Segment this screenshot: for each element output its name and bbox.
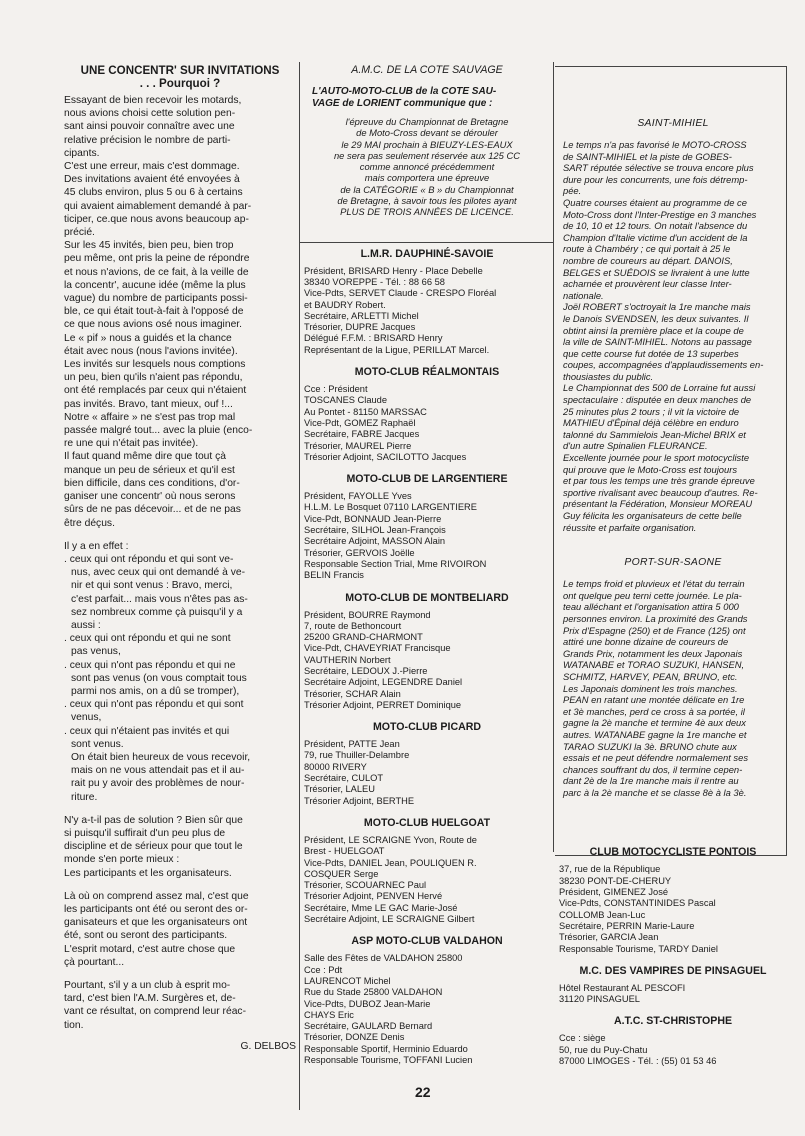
text-line: passée malgré tout... avec la pluie (enco- <box>64 425 253 437</box>
text-line: rait pu y avoir des problèmes de nour- <box>71 778 245 790</box>
port-sur-saone-body <box>559 578 787 798</box>
club-name: MOTO-CLUB DE LARGENTIERE <box>346 473 508 486</box>
club-detail-line: Trésorier Adjoint, BERTHE <box>304 795 415 806</box>
text-line: Sur les 45 invités, bien peu, bien trop <box>64 240 234 252</box>
report-line: que cette course fut dotée de 13 superbes <box>563 347 739 359</box>
club-name: MOTO-CLUB DE MONTBELIARD <box>345 591 509 604</box>
clubs-column <box>304 64 550 1066</box>
club-detail-line: Responsable Sportif, Herminio Eduardo <box>304 1043 468 1054</box>
text-line: mais on ne vous attendait pas et il au- <box>71 765 245 777</box>
text-line: discipline et de sérieux pour que tout le <box>64 841 243 853</box>
club-entry <box>559 965 787 1006</box>
text-line: vague) du nombre de participants possi- <box>64 293 248 305</box>
club-detail-line: 87000 LIMOGES - Tél. : (55) 01 53 46 <box>559 1056 717 1067</box>
club-detail-line: Secrétaire, CULOT <box>304 773 384 784</box>
report-line: réussite et parfaite organisation. <box>563 521 697 533</box>
club-detail-line: Secrétaire, GAULARD Bernard <box>304 1021 433 1032</box>
club-detail-line: Trésorier, MAUREL Pierre <box>304 440 412 451</box>
club-entry <box>559 1015 787 1067</box>
text-line: Les participants et les organisateurs. <box>64 867 232 879</box>
club-detail-line: Secrétaire, LEDOUX J.-Pierre <box>304 665 428 676</box>
club-detail-line: Responsable Tourisme, TARDY Daniel <box>559 943 718 954</box>
text-line: cipants. <box>64 147 100 159</box>
club-detail-line: COLLOMB Jean-Luc <box>559 909 646 920</box>
club-detail-line: Représentant de la Ligue, PERILLAT Marcel. <box>304 344 490 355</box>
text-line: L'esprit motard, c'est autre chose que <box>64 943 236 955</box>
club-detail-line: Cce : Président <box>304 384 368 395</box>
text-line: . ceux qui n'étaient pas invités et qui <box>64 725 230 737</box>
amc-body-line: l'épreuve du Championnat de Bretagne <box>345 116 509 127</box>
report-line: ont quelque peu terni cette journée. Le pla- <box>563 589 742 601</box>
report-line: Le Championnat des 500 de Lorraine fut aussi <box>563 382 756 394</box>
text-line: peu même, ont pris la peine de répondre <box>64 253 250 265</box>
report-line: de SAINT-MIHIEL et la piste de GOBES- <box>563 150 732 162</box>
report-line: PEAN en ratant une montée délicate en 1re <box>563 694 745 706</box>
report-line: gagne la 2è manche et termine 4è aux deux <box>563 717 746 729</box>
amc-body-line: de Bretagne, à savoir tous les pilotes ayant <box>337 195 517 207</box>
amc-intro-line: VAGE de LORIENT communique que : <box>312 98 493 109</box>
text-line: C'est une erreur, mais c'est dommage. <box>64 161 240 173</box>
report-line: Prix d'Espagne (250) et de France (125) ont <box>563 624 746 636</box>
club-detail-line: Au Pontet - 81150 MARSSAC <box>304 406 427 417</box>
report-line: et 3è manches, perd ce cross à sa portée, il <box>563 705 745 717</box>
paragraph-1 <box>64 94 296 530</box>
club-detail-line: 38340 VOREPPE - Tél. : 88 66 58 <box>304 276 445 287</box>
club-detail-line: VAUTHERIN Norbert <box>304 654 391 665</box>
amc-title: A.M.C. DE LA COTE SAUVAGE <box>351 64 503 76</box>
club-detail-line: Rue du Stade 25800 VALDAHON <box>304 987 443 998</box>
club-name: MOTO-CLUB RÉALMONTAIS <box>354 366 500 379</box>
saint-mihiel-body <box>559 139 787 533</box>
text-line: manque un peu de sérieux et qu'il est <box>64 464 235 476</box>
text-line: qui avaient aimablement demandé à par- <box>64 200 252 212</box>
report-line: BELGES et SUÉDOIS se livraient à une lutte <box>563 266 750 278</box>
text-line: sez nombreux comme çà puisqu'il y a <box>71 606 243 618</box>
club-detail-line: H.L.M. Le Bosquet 07110 LARGENTIERE <box>304 502 477 513</box>
club-detail-line: 50, rue du Puy-Chatu <box>559 1044 648 1055</box>
club-detail-line: 25200 GRAND-CHARMONT <box>304 632 423 643</box>
article-title: UNE CONCENTR' SUR INVITATIONS <box>80 64 280 77</box>
report-line: dant 2è de la 1re manche mais il rentre au <box>563 775 739 787</box>
report-line: le Danois SVENDSEN, les deux suivantes. Il <box>563 312 749 324</box>
club-entry <box>304 817 550 925</box>
text-line: Le « pif » nous a guidés et la chance <box>64 332 232 344</box>
text-line: nir et qui sont venus : Bravo, merci, <box>71 580 233 592</box>
text-line: Pourtant, s'il y a un club à esprit mo- <box>64 980 231 991</box>
report-line: talonné du Sammielois Jean-Michel BRIX et <box>563 428 746 440</box>
club-detail-line: Hôtel Restaurant AL PESCOFI <box>559 982 686 993</box>
amc-body-line: le 29 MAI prochain à BIEUZY-LES-EAUX <box>341 138 513 150</box>
text-line: monde s'en porte mieux : <box>64 854 180 866</box>
club-detail-line: 38230 PONT-DE-CHERUY <box>559 875 672 886</box>
editorial-column <box>64 64 296 1053</box>
club-detail-line: Cce : siège <box>559 1033 606 1044</box>
report-line: et par tous les temps une très grande épreuve <box>563 475 755 487</box>
column-divider-1 <box>299 62 300 1110</box>
club-detail-line: Cce : Pdt <box>304 964 343 975</box>
club-detail-line: BELIN Francis <box>304 570 364 581</box>
club-detail-line: COSQUER Serge <box>304 868 379 879</box>
report-line: Guy félicita les organisateurs de cette belle <box>563 510 742 521</box>
text-line: les participants ont été ou seront des or- <box>64 903 248 915</box>
text-line: N'y a-t-il pas de solution ? Bien sûr que <box>64 814 243 826</box>
club-detail-line: Vice-Pdts, DANIEL Jean, POULIQUEN R. <box>304 857 477 868</box>
club-detail-line: et BAUDRY Robert. <box>304 299 386 310</box>
amc-body-line: mais comportera une épreuve <box>364 172 490 184</box>
text-line: et nous n'avions, de ce fait, à la veille de <box>64 266 249 278</box>
text-line: pas invités. Bravo, tant mieux, ouf !... <box>64 398 233 410</box>
text-line: été, sont ou seront des participants. <box>64 930 228 942</box>
saint-mihiel-title: SAINT-MIHIEL <box>637 118 709 129</box>
report-line: WATANABE et TORAO SUZUKI, HANSEN, <box>563 659 745 671</box>
signature: G. DELBOS <box>240 1040 296 1052</box>
club-detail-line: Secrétaire Adjoint, MASSON Alain <box>304 536 446 547</box>
club-detail-line: Secrétaire, Mme LE GAC Marie-José <box>304 902 458 913</box>
club-detail-line: Secrétaire Adjoint, LE SCRAIGNE Gilbert <box>304 914 475 925</box>
club-name: MOTO-CLUB HUELGOAT <box>363 816 491 829</box>
club-entry <box>304 721 550 807</box>
club-detail-line: Président, BRISARD Henry - Place Debelle <box>304 265 483 276</box>
amc-body-line: de Moto-Cross devant se dérouler <box>356 127 498 139</box>
report-line: sportive rivalisant avec beaucoup d'autres. Re- <box>563 486 758 498</box>
port-sur-saone-title: PORT-SUR-SAONE <box>624 557 722 569</box>
report-line: Champion d'Italie victime d'un accident de la <box>563 231 748 243</box>
text-line: était avec nous (nous l'avions invitée). <box>64 345 238 357</box>
club-detail-line: Responsable Section Trial, Mme RIVOIRON <box>304 558 487 569</box>
report-line: dure pour les concurrents, une fois détremp- <box>563 173 748 185</box>
report-line: Moto-Cross dont l'Inter-Prestige en 3 manches <box>563 208 757 220</box>
text-line: être déçus. <box>64 517 115 529</box>
report-line: chances souffrant du dos, il termine cepen- <box>563 763 743 775</box>
club-detail-line: Délégué F.F.M. : BRISARD Henry <box>304 333 443 344</box>
text-line: . ceux qui ont répondu et qui ne sont <box>64 633 231 645</box>
text-line: bien difficile, dans ces conditions, d'or- <box>64 477 240 489</box>
report-line: nationale. <box>563 289 604 301</box>
club-detail-line: Président, PATTE Jean <box>304 739 400 750</box>
text-line: venus, <box>71 712 102 724</box>
report-line: teau alléchant et l'organisation attira 5 000 <box>563 601 739 613</box>
club-detail-line: 79, rue Thuiller-Delambre <box>304 750 410 761</box>
club-detail-line: Trésorier Adjoint, PENVEN Hervé <box>304 891 443 902</box>
club-entry <box>559 846 787 954</box>
text-line: Notre « affaire » ne s'est pas trop mal <box>64 411 236 423</box>
club-detail-line: Secrétaire, PERRIN Marie-Laure <box>559 920 695 931</box>
report-line: SCHMITZ, HARVEY, PEAN, BRUNO, etc. <box>563 670 738 682</box>
club-detail-line: Vice-Pdt, BONNAUD Jean-Pierre <box>304 513 442 524</box>
report-line: obtint ainsi la première place et la coupe de <box>563 324 744 336</box>
report-line: spectaculaire : disputée en deux manches de <box>563 394 752 406</box>
text-line: ticiper, ce.que nous avons beaucoup ap- <box>64 213 249 225</box>
text-line: Il faut quand même dire que tout çà <box>64 451 226 463</box>
amc-body-line: comme annoncé précédemment <box>359 161 495 173</box>
club-entry <box>304 935 550 1066</box>
paragraph-4 <box>64 890 296 969</box>
club-detail-line: CHAYS Eric <box>304 1009 354 1020</box>
club-detail-line: 37, rue de la République <box>559 864 661 875</box>
text-line: nous avions choisi cette solution pen- <box>64 108 236 120</box>
report-line: route à Chambéry ; ce qui portait à 25 le <box>563 243 731 255</box>
report-line: présentant la Fédération, Monsieur MOREAU <box>563 498 753 510</box>
amc-body-line: PLUS DE TROIS ANNÉES DE LICENCE. <box>340 206 514 218</box>
report-line: Joël ROBERT s'octroyait la 1re manche mais <box>563 301 751 313</box>
text-line: parmi nos amis, on a dû se tromper), <box>71 685 240 697</box>
text-line: sûrs de ne pas décevoir... et de ne pas <box>64 504 241 516</box>
text-line: . ceux qui n'ont pas répondu et qui sont <box>64 699 244 711</box>
text-line: vant ce résultat, on comprend leur réac- <box>64 1006 247 1018</box>
text-line: précié. <box>64 227 95 239</box>
amc-intro <box>312 86 550 110</box>
club-detail-line: Vice-Pdts, DUBOZ Jean-Marie <box>304 998 431 1009</box>
club-detail-line: Trésorier Adjoint, PERRET Dominique <box>304 699 462 710</box>
club-detail-line: 80000 RIVERY <box>304 761 367 772</box>
amc-body <box>304 116 550 218</box>
text-line: Il y a en effet : <box>64 540 129 552</box>
club-detail-line: Président, LE SCRAIGNE Yvon, Route de <box>304 834 477 845</box>
club-entry <box>304 366 550 463</box>
report-line: acharnée et prouvèrent leur classe Inter- <box>563 278 732 290</box>
page-number: 22 <box>415 1084 431 1100</box>
clubs-list <box>304 248 550 1067</box>
amc-body-line: ne sera pas seulement réservée aux 125 CC <box>333 149 521 161</box>
text-line: sant ainsi pouvoir connaître avec une <box>64 121 235 133</box>
text-line: . ceux qui ont répondu et qui sont ve- <box>64 553 234 565</box>
club-detail-line: Président, FAYOLLE Yves <box>304 491 412 502</box>
text-line: re une qui n'était pas invitée). <box>64 438 199 450</box>
text-line: relative précision le nombre de parti- <box>64 134 231 146</box>
text-line: ce que nous avions osé nous imaginer. <box>64 319 243 331</box>
club-name: M.C. DES VAMPIRES DE PINSAGUEL <box>579 964 767 977</box>
column-divider-2 <box>553 62 554 852</box>
text-line: On était bien heureux de vous recevoir, <box>71 751 251 763</box>
paragraph-3 <box>64 814 296 880</box>
club-detail-line: Vice-Pdts, SERVET Claude - CRESPO Floréal <box>304 288 497 299</box>
club-detail-line: Secrétaire Adjoint, LEGENDRE Daniel <box>304 677 463 688</box>
text-line: un peu, bien qu'ils n'aient pas répondu, <box>64 372 243 384</box>
club-detail-line: Président, BOURRE Raymond <box>304 609 431 620</box>
report-line: attiré une bonne dizaine de coureurs de <box>563 636 729 648</box>
report-line: coupes, accompagnées d'applaudissements en- <box>563 359 764 371</box>
report-line: TARAO SUZUKI la 3è. BRUNO chute aux <box>563 740 737 752</box>
club-detail-line: Trésorier, DUPRE Jacques <box>304 322 416 333</box>
report-line: parc à la 2è manche et se classe 8è à la 3è. <box>563 786 747 798</box>
text-line: pas venus, <box>71 646 121 658</box>
paragraph-2 <box>64 540 296 804</box>
club-detail-line: Trésorier, GARCIA Jean <box>559 932 659 943</box>
club-detail-line: Secrétaire, SILHOL Jean-François <box>304 525 446 536</box>
text-line: riture. <box>71 791 98 803</box>
text-line: Des invitations avaient été envoyées à <box>64 174 240 186</box>
race-reports-column <box>559 64 787 1067</box>
text-line: nus, avec ceux qui ont demandé à ve- <box>71 567 246 579</box>
report-line: Les Japonais dominent les trois manches. <box>563 682 738 694</box>
text-line: c'est parfait... mais vous n'êtes pas as- <box>71 593 248 605</box>
club-detail-line: Trésorier, SCHAR Alain <box>304 688 401 699</box>
report-line: Quatre courses étaient au programme de ce <box>563 196 747 208</box>
club-detail-line: 31120 PINSAGUEL <box>559 994 640 1005</box>
club-detail-line: Trésorier, GERVOIS Joëlle <box>304 547 415 558</box>
report-line: essais et ne peut défendre normalement ses <box>563 752 749 764</box>
club-detail-line: Vice-Pdt, GOMEZ Raphaël <box>304 417 416 428</box>
report-line: la ville de SAINT-MIHIEL. Notons au passage <box>563 336 752 348</box>
amc-intro-line: L'AUTO-MOTO-CLUB de la COTE SAU- <box>312 86 497 97</box>
report-line: autres. WATANABE gagne la 1re manche et <box>563 728 747 740</box>
report-line: nombre de coureurs au départ. DANOIS, <box>563 254 733 266</box>
text-line: 45 clubs environ, plus 5 ou 6 à certains <box>64 187 243 199</box>
text-line: ganisateurs et que les organisateurs ont <box>64 917 248 929</box>
club-detail-line: Vice-Pdt, CHAVEYRIAT Francisque <box>304 643 451 654</box>
report-line: SART réputée sélective se trouva encore plus <box>563 162 754 174</box>
report-line: Le temps n'a pas favorisé le MOTO-CROSS <box>563 139 747 150</box>
club-detail-line: 7, route de Bethoncourt <box>304 620 402 631</box>
text-line: sont venus. <box>71 738 124 750</box>
club-detail-line: Trésorier, SCOUARNEC Paul <box>304 880 427 891</box>
report-line: thousiastes du public. <box>563 370 654 382</box>
club-detail-line: Vice-Pdts, CONSTANTINIDES Pascal <box>559 898 716 909</box>
club-entry <box>304 592 550 712</box>
text-line: Les invités sur lesquels nous comptions <box>64 359 246 371</box>
text-line: ont été remplacés par ceux qui n'étaient <box>64 385 247 397</box>
text-line: tion. <box>64 1019 84 1031</box>
text-line: Là où on comprend assez mal, c'est que <box>64 890 249 902</box>
text-line: ganiser une concentr' où nous serons <box>64 491 236 503</box>
text-line: sont pas venus (on vous comptait tous <box>71 672 247 684</box>
paragraph-5 <box>64 979 296 1032</box>
report-line: Le temps froid et pluvieux et l'état du terrain <box>563 578 745 590</box>
report-line: MATHIEU d'Épinal déjà célèbre en enduro <box>563 417 739 429</box>
report-line: Grands Prix, notamment les deux Japonais <box>563 647 743 659</box>
text-line: la concentr', aucune idée (même la plus <box>64 279 246 291</box>
text-line: ble, ce qui était tout-à-fait à l'opposé de <box>64 306 244 318</box>
report-line: de 10, 10 et 12 tours. On notait l'absence du <box>563 220 748 232</box>
text-line: çà pourtant... <box>64 956 125 968</box>
club-detail-line: Secrétaire, ARLETTI Michel <box>304 310 419 321</box>
club-name: A.T.C. ST-CHRISTOPHE <box>613 1015 733 1028</box>
report-line: qui prouve que le Moto-Cross est toujours <box>563 463 738 475</box>
club-entry <box>304 473 550 581</box>
club-detail-line: Brest - HUELGOAT <box>304 846 385 857</box>
club-name: CLUB MOTOCYCLISTE PONTOIS <box>589 846 757 859</box>
club-name: ASP MOTO-CLUB VALDAHON <box>351 935 503 948</box>
text-line: tard, c'est bien l'A.M. Surgères et, de- <box>64 993 236 1005</box>
text-line: Essayant de bien recevoir les motards, <box>64 95 242 106</box>
club-detail-line: Secrétaire, FABRE Jacques <box>304 429 420 440</box>
club-entry <box>304 248 550 356</box>
club-name: MOTO-CLUB PICARD <box>372 721 482 734</box>
club-detail-line: LAURENCOT Michel <box>304 975 391 986</box>
club-name: L.M.R. DAUPHINÉ-SAVOIE <box>360 247 494 260</box>
club-detail-line: Responsable Tourisme, TOFFANI Lucien <box>304 1055 473 1065</box>
club-detail-line: Trésorier, DONZE Denis <box>304 1032 405 1043</box>
club-detail-line: Président, GIMENEZ José <box>559 887 669 898</box>
text-line: si puisqu'il suffirait d'un peu plus de <box>64 827 226 839</box>
report-line: personnes environ. La proximité des Grands <box>563 612 748 624</box>
report-line: Excellente journée pour le sport motocycliste <box>563 452 750 464</box>
report-line: pée. <box>563 185 582 197</box>
club-detail-line: Salle des Fêtes de VALDAHON 25800 <box>304 953 463 964</box>
club-detail-line: Trésorier Adjoint, SACILOTTO Jacques <box>304 451 467 462</box>
clubs-list-right <box>559 846 787 1067</box>
club-detail-line: Trésorier, LALEU <box>304 784 375 795</box>
text-line: aussi : <box>71 619 101 631</box>
text-line: . ceux qui n'ont pas répondu et qui ne <box>64 659 236 671</box>
club-detail-line: TOSCANES Claude <box>304 395 388 406</box>
report-line: d'un autre Spinalien FLEURANCE. <box>563 440 708 452</box>
article-subtitle: . . . Pourquoi ? <box>139 77 221 90</box>
report-line: 25 minutes plus 2 tours ; il vit la victoire de <box>563 405 740 417</box>
amc-body-line: de la CATÉGORIE « B » du Championnat <box>340 183 514 195</box>
